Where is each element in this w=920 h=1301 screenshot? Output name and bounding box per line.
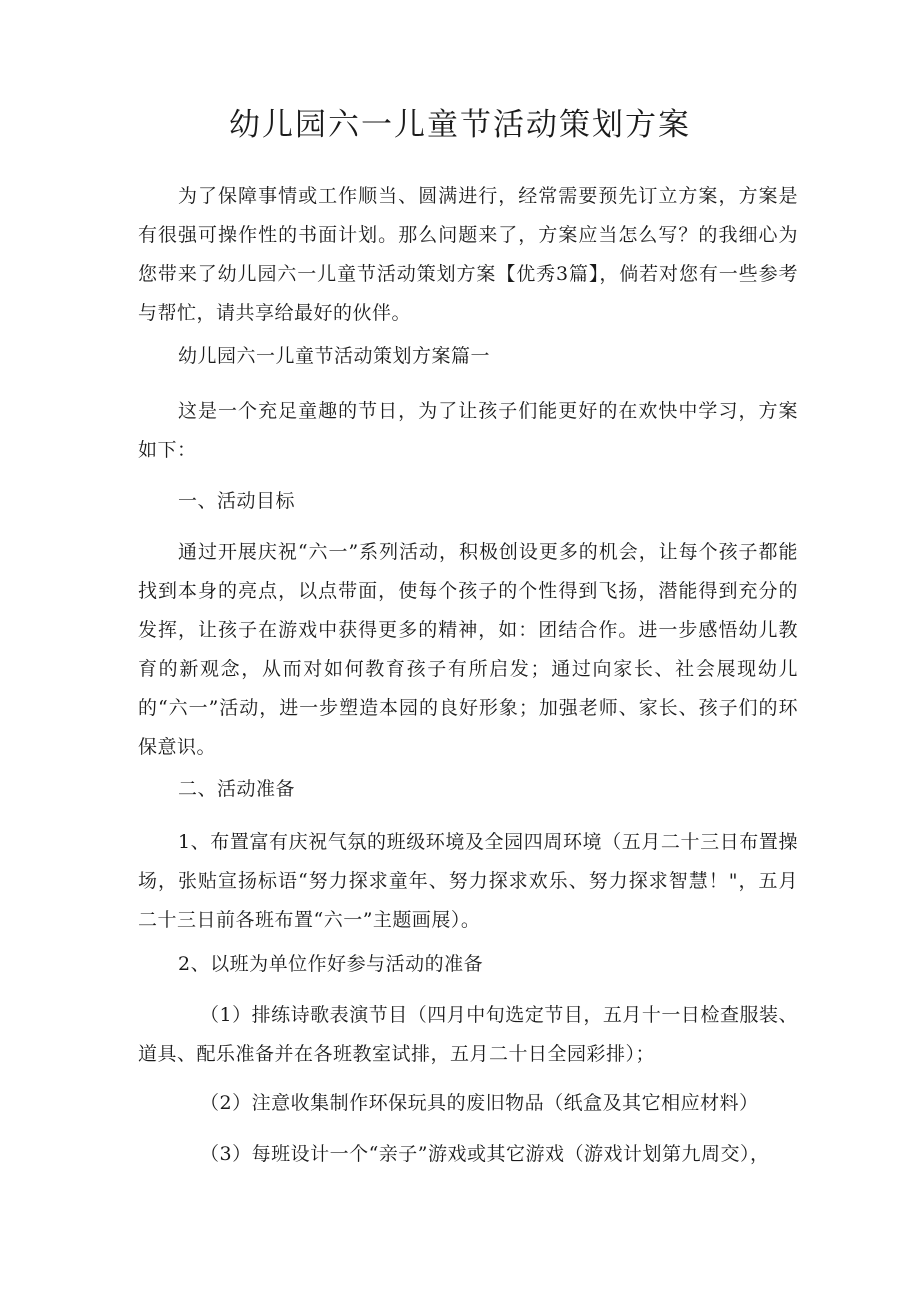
goals-paragraph: 通过开展庆祝“六一”系列活动，积极创设更多的机会，让每个孩子都能找到本身的亮点，以点带面，使每个孩子的个性得到飞扬，潜能得到充分的发挥，让孩子在游戏中获得更多的精神，如：团结合作。进一步感悟幼儿教育的新观念，从而对如何教育孩子有所启发；通过向家长、社会展现幼儿的“六一”活动，进一步塑造本园的良好形象；加强老师、家长、孩子们的环保意识。 (138, 541, 798, 758)
preparation-subitem-3: （3）每班设计一个“亲子”游戏或其它游戏（游戏计划第九周交）， (200, 1143, 770, 1165)
preparation-subitem-2: （2）注意收集制作环保玩具的废旧物品（纸盒及其它相应材料） (200, 1092, 759, 1114)
preparation-subitem-1: （1）排练诗歌表演节目（四月中旬选定节目，五月十一日检查服装、道具、配乐准备并在各班教室试排，五月二十日全园彩排）； (138, 1004, 798, 1065)
heading-activity-goals: 一、活动目标 (178, 490, 296, 512)
section-title: 幼儿园六一儿童节活动策划方案篇一 (178, 345, 491, 367)
preparation-item-1: 1、布置富有庆祝气氛的班级环境及全园四周环境（五月二十三日布置操场，张贴宣扬标语“努力探求童年、努力探求欢乐、努力探求智慧！"，五月二十三日前各班布置“六一”主题画展）。 (138, 831, 798, 931)
opening-paragraph: 这是一个充足童趣的节日，为了让孩子们能更好的在欢快中学习，方案如下： (138, 400, 798, 461)
heading-activity-preparation: 二、活动准备 (178, 778, 296, 800)
intro-paragraph: 为了保障事情或工作顺当、圆满进行，经常需要预先订立方案，方案是有很强可操作性的书面计划。那么问题来了，方案应当怎么写？的我细心为您带来了幼儿园六一儿童节活动策划方案【优秀3篇】，倘若对您有一些参考与帮忙，请共享给最好的伙伴。 (138, 185, 798, 324)
document-title: 幼儿园六一儿童节活动策划方案 (229, 107, 691, 143)
preparation-item-2: 2、以班为单位作好参与活动的准备 (178, 953, 484, 975)
